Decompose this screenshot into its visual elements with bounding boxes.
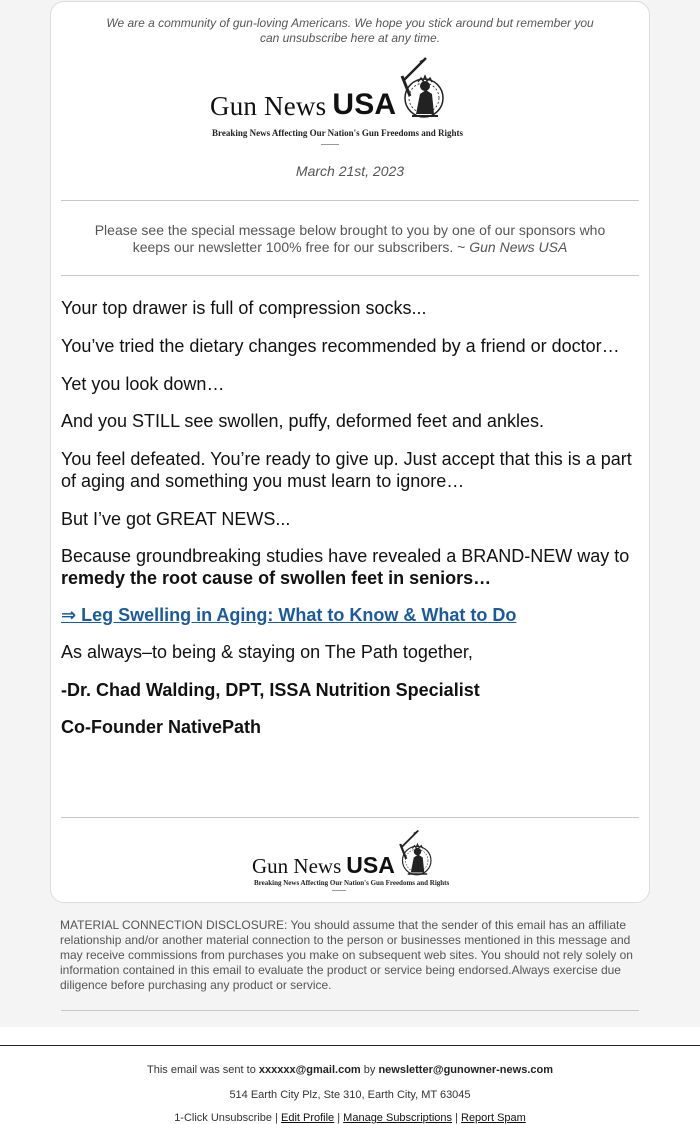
signature-title: Co-Founder NativePath bbox=[61, 717, 262, 737]
manage-subscriptions-link[interactable]: Manage Subscriptions bbox=[343, 1112, 453, 1124]
logo-suffix: USA bbox=[346, 852, 395, 878]
one-click-unsubscribe[interactable]: 1-Click Unsubscribe bbox=[174, 1112, 272, 1124]
logo-underline bbox=[321, 144, 339, 145]
separator: | bbox=[334, 1112, 344, 1124]
article-paragraph bbox=[61, 545, 641, 589]
logo-name: Gun News bbox=[252, 854, 342, 878]
footer-logo[interactable] bbox=[252, 829, 441, 879]
footer-text: This email was sent to bbox=[147, 1064, 259, 1076]
logo-tagline: Breaking News Affecting Our Nation's Gun Freedoms and Rights bbox=[254, 879, 450, 887]
edit-profile-link[interactable]: Edit Profile bbox=[280, 1112, 335, 1124]
divider bbox=[61, 275, 639, 276]
logo-underline bbox=[332, 890, 346, 891]
sponsor-note-signature: Gun News USA bbox=[469, 239, 568, 255]
article-paragraph: Yet you look down… bbox=[61, 374, 225, 394]
article-paragraph: You feel defeated. You’re ready to give up. Just accept that this is a part of aging and something you must learn to ignore… bbox=[61, 449, 632, 491]
article-paragraph: But I’ve got GREAT NEWS... bbox=[61, 509, 291, 529]
logo-suffix: USA bbox=[332, 88, 397, 121]
article-paragraph: And you STILL see swollen, puffy, deformed feet and ankles. bbox=[61, 411, 544, 431]
footer-text: by bbox=[360, 1064, 379, 1076]
intro-text: We are a community of gun-loving Americans. We hope you stick around but remember you can unsubscribe here at any time. bbox=[106, 16, 594, 45]
article-text: Because groundbreaking studies have revealed a BRAND-NEW way to bbox=[61, 546, 630, 566]
article-link-line bbox=[61, 604, 641, 626]
sponsor-note-text: Please see the special message below brought to you by one of our sponsors who keeps our newsletter 100% free for our subscribers. ~ bbox=[94, 222, 606, 255]
footer-links bbox=[0, 1112, 700, 1124]
header-logo[interactable] bbox=[210, 56, 456, 122]
footer-divider bbox=[0, 1045, 700, 1046]
signature-name: -Dr. Chad Walding, DPT, ISSA Nutrition Specialist bbox=[61, 680, 480, 700]
article-emphasis: remedy the root cause of swollen feet in seniors… bbox=[61, 568, 492, 588]
article-paragraph: You’ve tried the dietary changes recommended by a friend or doctor… bbox=[61, 336, 620, 356]
logo-tagline: Breaking News Affecting Our Nation's Gun Freedoms and Rights bbox=[212, 128, 464, 138]
logo-name: Gun News bbox=[210, 91, 327, 121]
footer-address: 514 Earth City Plz, Ste 310, Earth City, MT 63045 bbox=[229, 1089, 471, 1101]
statue-of-liberty-rifle-icon bbox=[391, 829, 441, 883]
sender-email: newsletter@gunowner-news.com bbox=[378, 1064, 553, 1076]
article-paragraph: Your top drawer is full of compression socks... bbox=[61, 298, 427, 318]
statue-of-liberty-rifle-icon bbox=[390, 56, 456, 128]
material-connection-disclosure: MATERIAL CONNECTION DISCLOSURE: You should assume that the sender of this email has an affiliate relationship and/or another material connection to the person or businesses mentioned in this message and may receive commissions from purchases you make on subsequent web sites. You should not rely solely on information contained in this email to evaluate the product or service being endorsed.Always exercise due diligence before purchasing any product or service. bbox=[60, 918, 633, 992]
sponsor-note bbox=[80, 222, 620, 256]
newsletter-date: March 21st, 2023 bbox=[295, 163, 405, 179]
footer-sent-info bbox=[0, 1064, 700, 1076]
report-spam-link[interactable]: Report Spam bbox=[461, 1112, 526, 1124]
separator: | bbox=[452, 1112, 461, 1124]
article-link[interactable]: ⇒ Leg Swelling in Aging: What to Know & What to Do bbox=[61, 605, 517, 625]
recipient-email: xxxxxx@gmail.com bbox=[258, 1064, 361, 1076]
divider bbox=[61, 1010, 639, 1011]
divider bbox=[61, 817, 639, 818]
divider bbox=[61, 200, 639, 201]
closing-text: As always–to being & staying on The Path together, bbox=[61, 642, 473, 662]
separator: | bbox=[272, 1112, 281, 1124]
